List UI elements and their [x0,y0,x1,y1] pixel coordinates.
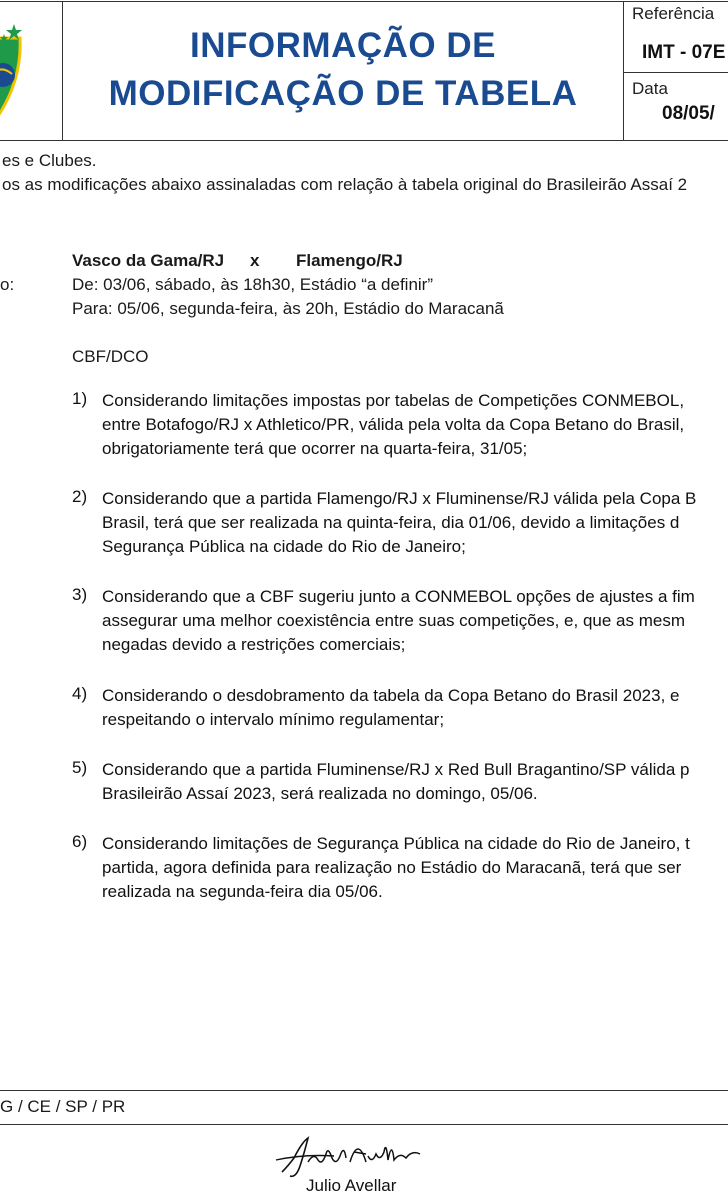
item-line: entre Botafogo/RJ x Athletico/PR, válida pela volta da Copa Betano do Brasil, [102,415,685,434]
item-number: 5) [72,758,88,777]
referencia-label: Referência [632,4,715,23]
item-number: 2) [72,487,88,506]
match-vs: x [250,251,260,270]
footer-top-border [0,1090,728,1091]
item-number: 1) [72,389,88,408]
title-line-2: MODIFICAÇÃO DE TABELA [108,74,578,113]
item-line: Segurança Pública na cidade do Rio de Janeiro; [102,537,466,556]
item-text [102,684,679,732]
item-number: 4) [72,684,88,703]
item-line: Considerando que a partida Fluminense/RJ x Red Bull Bragantino/SP válida p [102,760,690,779]
header-bottom-border [0,140,728,141]
header-logo-divider [62,1,63,141]
item-line: Considerando o desdobramento da tabela da Copa Betano do Brasil 2023, e [102,686,680,705]
item-line: Considerando que a CBF sugeriu junto a CONMEBOL opções de ajustes a fim [102,587,695,606]
intro-line-1: es e Clubes. [2,151,97,170]
item-line: Considerando limitações de Segurança Pública na cidade do Rio de Janeiro, t [102,834,690,853]
header-top-border [0,1,728,2]
item-line: negadas devido a restrições comerciais; [102,635,406,654]
match-from: De: 03/06, sábado, às 18h30, Estádio “a definir” [72,275,434,294]
data-label: Data [632,79,668,98]
footer-bottom-border [0,1124,728,1125]
item-number: 6) [72,832,88,851]
referencia-value: IMT - 07E [642,42,726,63]
signer-name: Julio Avellar [306,1176,397,1195]
item-line: realizada na segunda-feira dia 05/06. [102,882,383,901]
item-line: Brasileirão Assaí 2023, será realizada no domingo, 05/06. [102,784,538,803]
handwritten-signature [274,1132,434,1180]
item-line: assegurar uma melhor coexistência entre suas competições, e, que as mesm [102,611,685,630]
item-number: 3) [72,585,88,604]
requester: CBF/DCO [72,347,149,366]
field-label-fragment: o: [0,275,15,294]
match-away-team: Flamengo/RJ [296,251,403,270]
item-text [102,758,689,806]
item-text [102,585,695,657]
intro-line-2: os as modificações abaixo assinaladas com relação à tabela original do Brasileirão Assaí 2 [2,175,688,194]
title-line-1: INFORMAÇÃO DE [190,26,496,65]
header-meta-divider [623,1,624,141]
item-line: Considerando que a partida Flamengo/RJ x Fluminense/RJ válida pela Copa B [102,489,697,508]
item-line: Considerando limitações impostas por tabelas de Competições CONMEBOL, [102,391,685,410]
item-line: Brasil, terá que ser realizada na quinta-feira, dia 01/06, devido a limitações d [102,513,680,532]
cbf-logo-icon [0,20,30,120]
footer-states: G / CE / SP / PR [0,1097,126,1116]
match-home-team: Vasco da Gama/RJ [72,251,225,270]
item-line: partida, agora definida para realização no Estádio do Maracanã, terá que ser [102,858,682,877]
item-text [102,832,690,904]
item-line: respeitando o intervalo mínimo regulamentar; [102,710,445,729]
data-value: 08/05/ [662,103,715,124]
match-to: Para: 05/06, segunda-feira, às 20h, Estádio do Maracanã [72,299,504,318]
document-title [64,22,622,118]
header-meta-separator [623,72,728,73]
item-text [102,389,684,461]
item-text [102,487,696,559]
item-line: obrigatoriamente terá que ocorrer na quarta-feira, 31/05; [102,439,528,458]
